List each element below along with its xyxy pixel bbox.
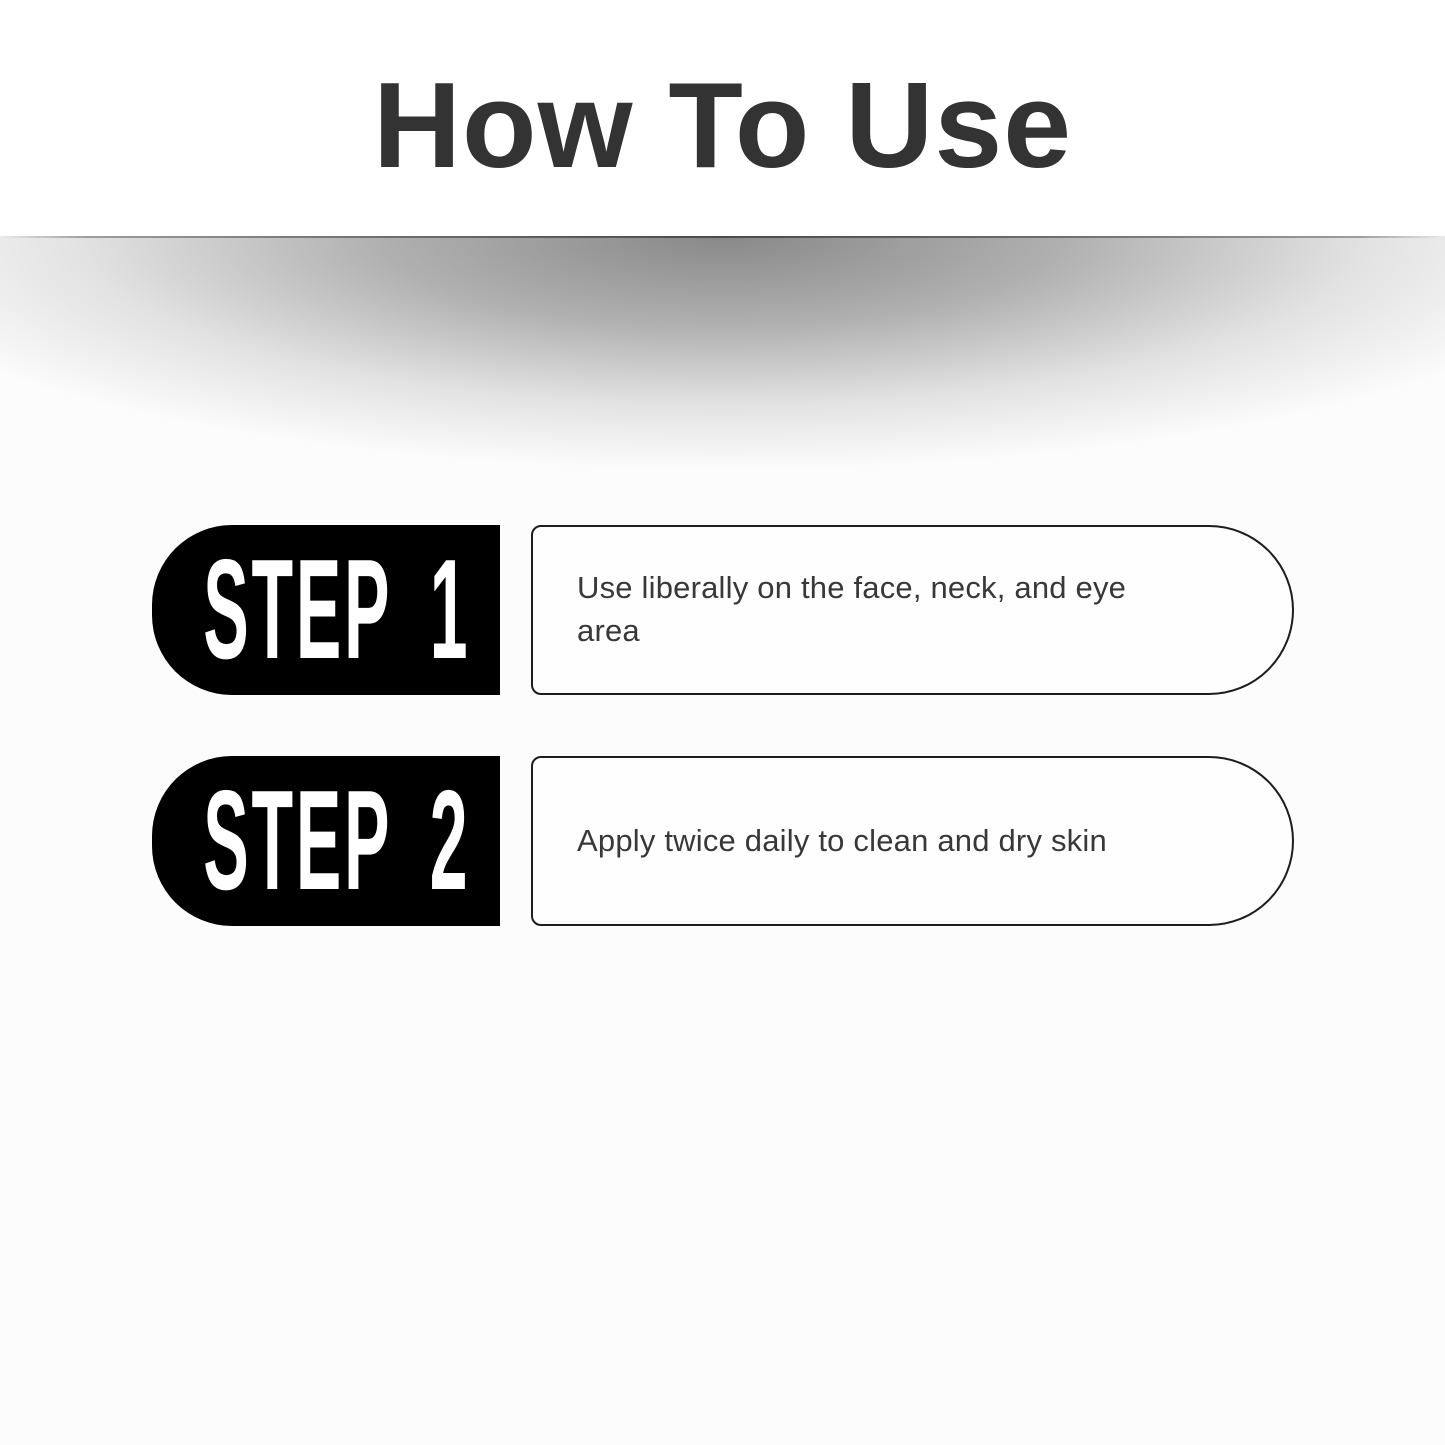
- step-row-2: [152, 756, 1294, 926]
- step-1-description-box: [531, 525, 1294, 695]
- step-1-badge: [152, 525, 500, 695]
- header-shadow: [0, 236, 1445, 471]
- step-2-description-box: [531, 756, 1294, 926]
- step-2-badge-label: STEP 2: [202, 761, 470, 920]
- step-2-badge: [152, 756, 500, 926]
- step-1-badge-label: STEP 1: [202, 530, 470, 689]
- page-title: How To Use: [372, 57, 1073, 193]
- step-row-1: [152, 525, 1294, 695]
- step-1-description: Use liberally on the face, neck, and eye area: [577, 570, 1127, 648]
- steps-list: [152, 525, 1294, 926]
- step-2-description: Apply twice daily to clean and dry skin: [577, 822, 1107, 858]
- header-band: [0, 0, 1445, 236]
